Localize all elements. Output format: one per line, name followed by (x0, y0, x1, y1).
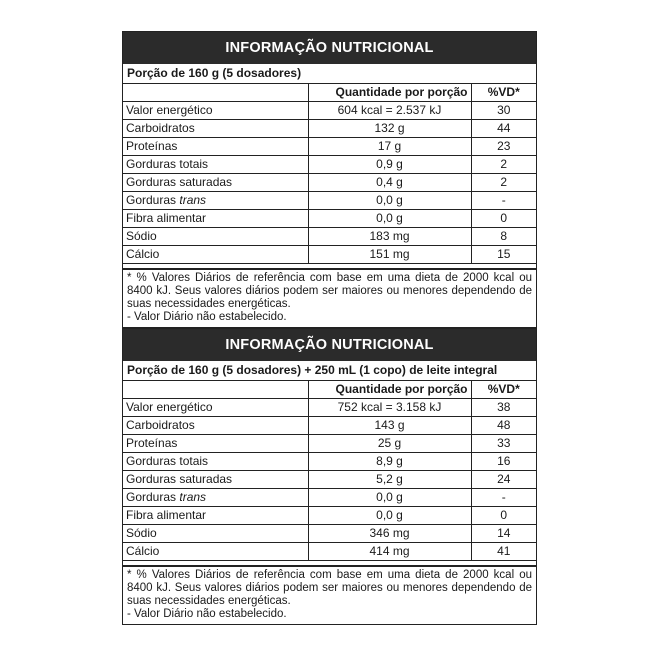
nutrient-name-text: Valor energético (126, 103, 213, 117)
table-row (123, 102, 536, 120)
footnote-text: * % Valores Diários de referência com base em uma dieta de 2000 kcal ou 8400 kJ. Seus valores diários podem ser maiores ou menores dependendo de suas necessidades energéticas. (127, 272, 532, 310)
table-row (123, 471, 536, 489)
nutrient-name-text: Valor energético (126, 400, 213, 414)
nutrient-name-italic: trans (179, 490, 207, 504)
nutrient-name-text: Gorduras (126, 193, 177, 207)
header-nutrient (123, 84, 308, 102)
nutrient-rows (123, 399, 536, 566)
nutrition-panel-1 (122, 31, 537, 328)
nutrient-vd: 16 (471, 453, 536, 471)
nutrient-vd: 44 (471, 120, 536, 138)
nutrient-quantity: 752 kcal = 3.158 kJ (308, 399, 471, 417)
table-row (123, 489, 536, 507)
nutrient-name-text: Carboidratos (126, 121, 195, 135)
table-row (123, 525, 536, 543)
portion-label: Porção de 160 g (5 dosadores) (123, 64, 536, 84)
nutrient-name-text: Proteínas (126, 436, 178, 450)
nutrient-vd: 48 (471, 417, 536, 435)
nutrient-quantity: 183 mg (308, 228, 471, 246)
nutrient-name-text: Gorduras totais (126, 157, 209, 171)
nutrient-quantity: 414 mg (308, 543, 471, 561)
table-header-row (123, 381, 536, 399)
nutrition-table (123, 381, 536, 566)
table-row (123, 246, 536, 264)
table-row (123, 507, 536, 525)
nutrient-quantity: 0,4 g (308, 174, 471, 192)
nutrient-rows (123, 102, 536, 269)
table-row (123, 192, 536, 210)
header-vd: %VD* (471, 84, 536, 102)
header-vd: %VD* (471, 381, 536, 399)
nutrient-vd: 8 (471, 228, 536, 246)
nutrient-vd: - (471, 192, 536, 210)
panel-title: INFORMAÇÃO NUTRICIONAL (123, 329, 536, 361)
table-row (123, 453, 536, 471)
nutrient-quantity: 604 kcal = 2.537 kJ (308, 102, 471, 120)
table-spacer-cell (123, 561, 536, 566)
table-header-row (123, 84, 536, 102)
nutrient-name-text: Gorduras saturadas (126, 472, 233, 486)
panel-title: INFORMAÇÃO NUTRICIONAL (123, 32, 536, 64)
nutrient-vd: 41 (471, 543, 536, 561)
table-row (123, 228, 536, 246)
nutrient-name (123, 507, 308, 525)
nutrient-vd: 38 (471, 399, 536, 417)
nutrient-name-text: Cálcio (126, 247, 160, 261)
header-quantity: Quantidade por porção (308, 381, 471, 399)
nutrient-name-text: Sódio (126, 526, 157, 540)
table-row (123, 174, 536, 192)
nutrient-quantity: 5,2 g (308, 471, 471, 489)
nutrition-table (123, 84, 536, 269)
nutrient-vd: - (471, 489, 536, 507)
nutrient-quantity: 0,0 g (308, 192, 471, 210)
table-row (123, 435, 536, 453)
nutrient-name-text: Proteínas (126, 139, 178, 153)
portion-label: Porção de 160 g (5 dosadores) + 250 mL (1 copo) de leite integral (123, 361, 536, 381)
nutrient-name-text: Sódio (126, 229, 157, 243)
nutrient-name (123, 543, 308, 561)
nutrient-name (123, 489, 308, 507)
table-row (123, 156, 536, 174)
table-row (123, 543, 536, 561)
nutrient-name (123, 192, 308, 210)
table-row (123, 120, 536, 138)
nutrient-quantity: 8,9 g (308, 453, 471, 471)
nutrient-name (123, 228, 308, 246)
nutrient-name (123, 156, 308, 174)
nutrient-vd: 15 (471, 246, 536, 264)
nutrient-name (123, 417, 308, 435)
nutrient-name-text: Gorduras (126, 490, 177, 504)
nutrient-name (123, 246, 308, 264)
table-spacer (123, 264, 536, 269)
nutrient-vd: 30 (471, 102, 536, 120)
nutrient-name-text: Fibra alimentar (126, 211, 207, 225)
table-spacer (123, 561, 536, 566)
footnote (123, 269, 536, 327)
nutrient-name (123, 435, 308, 453)
nutrient-name-text: Fibra alimentar (126, 508, 207, 522)
footnote-not-established: - Valor Diário não estabelecido. (127, 608, 287, 620)
nutrient-name (123, 453, 308, 471)
footnote-not-established: - Valor Diário não estabelecido. (127, 311, 287, 323)
nutrient-vd: 2 (471, 156, 536, 174)
nutrient-quantity: 17 g (308, 138, 471, 156)
nutrient-quantity: 143 g (308, 417, 471, 435)
nutrition-panel-2 (122, 328, 537, 625)
footnote-text: * % Valores Diários de referência com base em uma dieta de 2000 kcal ou 8400 kJ. Seus valores diários podem ser maiores ou menores dependendo de suas necessidades energéticas. (127, 569, 532, 607)
nutrient-quantity: 25 g (308, 435, 471, 453)
header-nutrient (123, 381, 308, 399)
nutrient-quantity: 346 mg (308, 525, 471, 543)
table-row (123, 138, 536, 156)
nutrient-quantity: 0,0 g (308, 489, 471, 507)
nutrient-name-italic: trans (179, 193, 207, 207)
nutrient-name (123, 210, 308, 228)
nutrient-name-text: Cálcio (126, 544, 160, 558)
nutrient-vd: 23 (471, 138, 536, 156)
nutrient-vd: 14 (471, 525, 536, 543)
nutrient-quantity: 132 g (308, 120, 471, 138)
table-row (123, 417, 536, 435)
nutrient-name-text: Carboidratos (126, 418, 195, 432)
nutrient-name-text: Gorduras saturadas (126, 175, 233, 189)
nutrient-name (123, 102, 308, 120)
table-row (123, 210, 536, 228)
nutrient-quantity: 0,9 g (308, 156, 471, 174)
nutrient-name (123, 399, 308, 417)
nutrient-name (123, 525, 308, 543)
nutrient-vd: 0 (471, 507, 536, 525)
nutrient-name (123, 471, 308, 489)
nutrient-quantity: 0,0 g (308, 507, 471, 525)
nutrient-quantity: 0,0 g (308, 210, 471, 228)
nutrient-vd: 2 (471, 174, 536, 192)
nutrient-vd: 0 (471, 210, 536, 228)
header-quantity: Quantidade por porção (308, 84, 471, 102)
nutrient-quantity: 151 mg (308, 246, 471, 264)
nutrient-vd: 24 (471, 471, 536, 489)
nutrient-vd: 33 (471, 435, 536, 453)
nutrient-name (123, 120, 308, 138)
footnote (123, 566, 536, 624)
nutrient-name-text: Gorduras totais (126, 454, 209, 468)
table-row (123, 399, 536, 417)
nutrient-name (123, 174, 308, 192)
table-spacer-cell (123, 264, 536, 269)
nutrient-name (123, 138, 308, 156)
